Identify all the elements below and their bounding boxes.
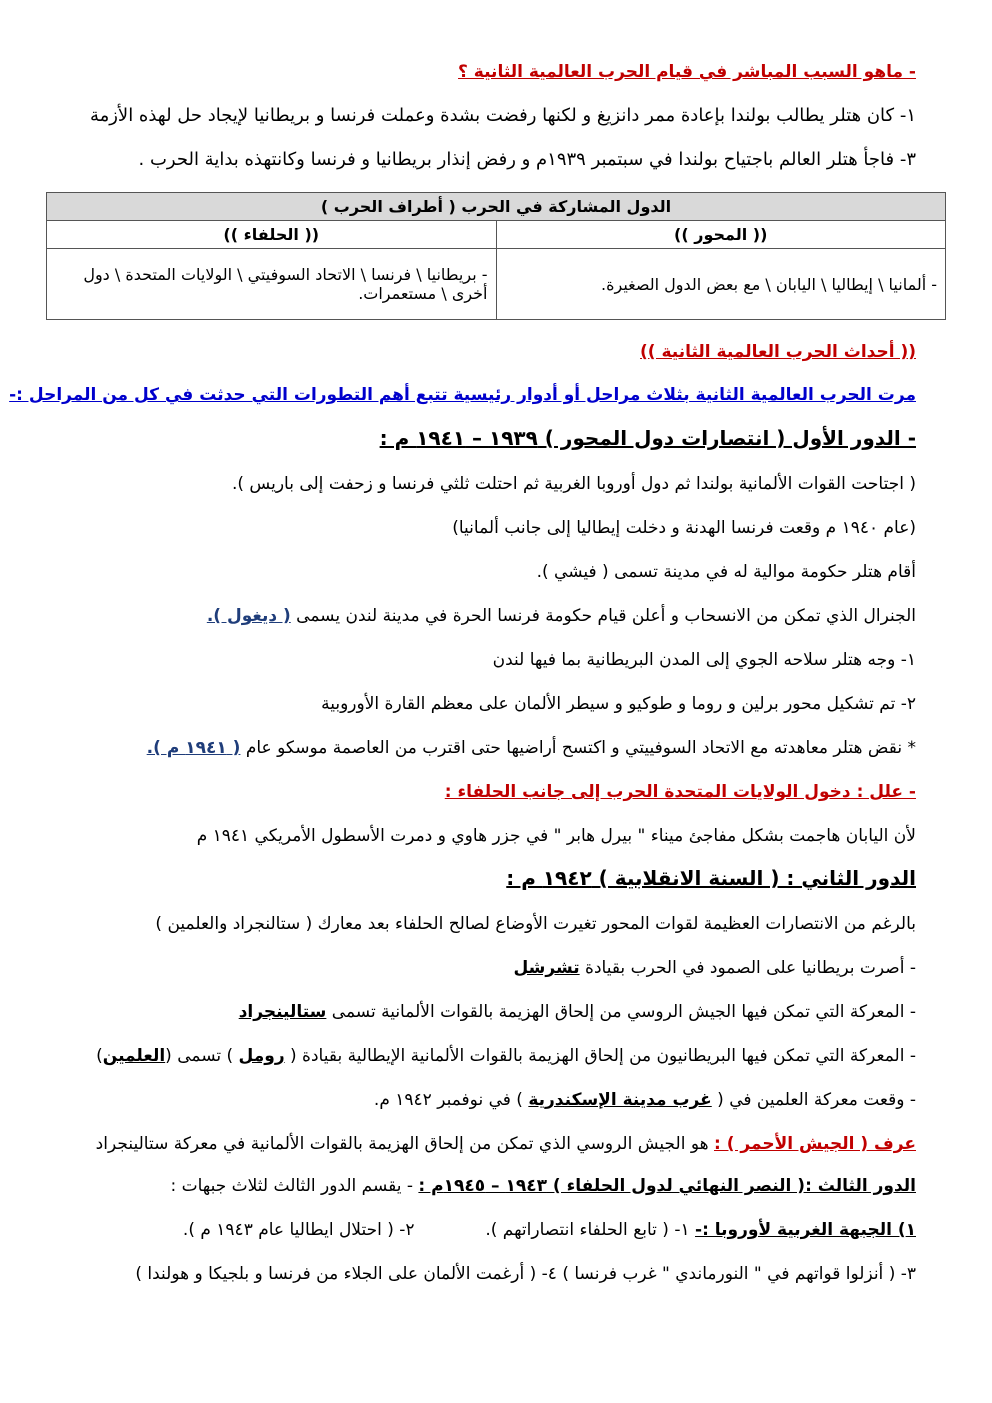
stage2-line-4 (76, 1044, 916, 1068)
stage2-line-2-text: - أصرت بريطانيا على الصمود في الحرب بقيادة (585, 958, 916, 978)
stage1-line-2: (عام ١٩٤٠ م وقعت فرنسا الهدنة و دخلت إيطاليا إلى جانب ألمانيا) (452, 518, 916, 538)
war-sides-table (46, 192, 946, 320)
degaulle-answer: ( ديغول ). (206, 606, 291, 626)
stage1-line-4-text: الجنرال الذي تمكن من الانسحاب و أعلن قيام حكومة فرنسا الحرة في مدينة لندن يسمى (296, 606, 916, 626)
stage2-line-3-text: - المعركة التي تمكن فيها الجيش الروسي من إلحاق الهزيمة بالقوات الألمانية تسمى (331, 1002, 916, 1022)
axis-countries: - ألمانيا \ إيطاليا \ اليابان \ مع بعض الدول الصغيرة. (496, 249, 946, 320)
red-army-answer: هو الجيش الروسي الذي تمكن من إلحاق الهزيمة بالقوات الألمانية في معركة ستالينجراد (95, 1134, 709, 1154)
stage3-heading-line (76, 1174, 916, 1198)
western-front-label: ١) الجبهة الغربية لأوروبا :- (695, 1220, 916, 1240)
stage1-line-7 (76, 736, 916, 760)
stage1-line-4 (76, 604, 916, 628)
stage2-line-4-text-c: ) (96, 1046, 103, 1066)
events-title: (( أحداث الحرب العالمية الثانية )) (640, 342, 916, 362)
stage1-line-5: ١- وجه هتلر سلاحه الجوي إلى المدن البريطانية بما فيها لندن (492, 650, 916, 670)
red-army-term: عرف ( الجيش الأحمر ) : (713, 1134, 916, 1154)
define-line (76, 1132, 916, 1156)
stage2-heading: الدور الثاني : ( السنة الانقلابية ) ١٩٤٢ م : (506, 866, 916, 890)
alamein-answer: العلمين (102, 1046, 166, 1066)
stage2-line-3 (76, 1000, 916, 1024)
western-front-item-2: ٢- ( احتلال ايطاليا عام ١٩٤٣ م ). (182, 1220, 415, 1240)
stages-intro: مرت الحرب العالمية الثانية بثلاث مراحل أو أدوار رئيسية تتبع أهم التطورات التي حدثت في كل من المراحل :- (9, 385, 916, 405)
alexandria-answer: غرب مدينة الإسكندرية (528, 1090, 712, 1110)
year-1941-answer: ( ١٩٤١ م ). (146, 738, 241, 758)
stage2-line-2 (76, 956, 916, 980)
stage2-line-5-text-a: - وقعت معركة العلمين في ( (717, 1090, 916, 1110)
cause-answer-2: ٣- فاجأ هتلر العالم باجتياح بولندا في سبتمبر ١٩٣٩م و رفض إنذار بريطانيا و فرنسا وكانتهذه بداية الحرب . (138, 149, 916, 170)
stage1-line-3: أقام هتلر حكومة موالية له في مدينة تسمى ( فيشي ). (536, 562, 916, 582)
stage3-front-line (76, 1218, 916, 1242)
cause-answer-1: ١- كان هتلر يطالب بولندا بإعادة ممر دانزيغ و لكنها رفضت بشدة وعملت فرنسا و بريطانيا لإيجاد حل لهذه الأزمة (89, 105, 916, 126)
stage3-line-3: ٣- ( أنزلوا قواتهم في " النورماندي " غرب فرنسا ) ٤- ( أرغمت الألمان على الجلاء من فرنسا و بلجيكا و هولندا ) (135, 1264, 916, 1284)
allies-header: (( الحلفاء )) (47, 221, 497, 249)
stage2-line-5 (76, 1088, 916, 1112)
stage3-heading-rest: - يقسم الدور الثالث لثلاث جبهات : (170, 1176, 413, 1196)
stage1-heading: - الدور الأول ( انتصارات دول المحور ) ١٩٣٩ – ١٩٤١ م : (379, 426, 916, 450)
stage1-line-1: ( اجتاحت القوات الألمانية بولندا ثم دول أوروبا الغربية ثم احتلت ثلثي فرنسا و زحفت إلى باريس ). (231, 474, 916, 494)
stage2-line-4-text-a: - المعركة التي تمكن فيها البريطانيون من إلحاق الهزيمة بالقوات الألمانية الإيطالية بقيادة ( (290, 1046, 916, 1066)
axis-header: (( المحور )) (496, 221, 946, 249)
cause-question: - ماهو السبب المباشر في قيام الحرب العالمية الثانية ؟ (458, 62, 916, 82)
table-title: الدول المشاركة في الحرب ( أطراف الحرب ) (47, 193, 946, 221)
churchill-answer: تشرشل (513, 958, 580, 978)
allies-countries: - بريطانيا \ فرنسا \ الاتحاد السوفيتي \ الولايات المتحدة \ دول أخرى \ مستعمرات. (47, 249, 497, 320)
stage2-line-4-text-b: ) تسمى ( (165, 1046, 234, 1066)
reason-answer: لأن اليابان هاجمت بشكل مفاجئ ميناء " بيرل هابر " في جزر هاوي و دمرت الأسطول الأمريكي ١٩٤١ م (196, 826, 916, 846)
stage1-line-6: ٢- تم تشكيل محور برلين و روما و طوكيو و سيطر الألمان على معظم القارة الأوروبية (321, 694, 916, 714)
stage2-line-5-text-b: ) في نوفمبر ١٩٤٢ م. (373, 1090, 523, 1110)
stage2-line-1: بالرغم من الانتصارات العظيمة لقوات المحور تغيرت الأوضاع لصالح الحلفاء بعد معارك ( ستالنجراد والعلمين ) (155, 914, 916, 934)
reason-question: - علل : دخول الولايات المتحدة الحرب إلى جانب الحلفاء : (444, 782, 916, 802)
stage1-line-7-text: * نقض هتلر معاهدته مع الاتحاد السوفييتي و اكتسح أراضيها حتى اقترب من العاصمة موسكو عام (245, 738, 916, 758)
rommel-answer: رومل (238, 1046, 285, 1066)
stalingrad-answer: ستالينجراد (238, 1002, 327, 1022)
western-front-item-1: ١- ( تابع الحلفاء انتصاراتهم ). (485, 1220, 690, 1240)
stage3-heading: الدور الثالث :( النصر النهائي لدول الحلفاء ) ١٩٤٣ – ١٩٤٥م : (418, 1176, 916, 1196)
